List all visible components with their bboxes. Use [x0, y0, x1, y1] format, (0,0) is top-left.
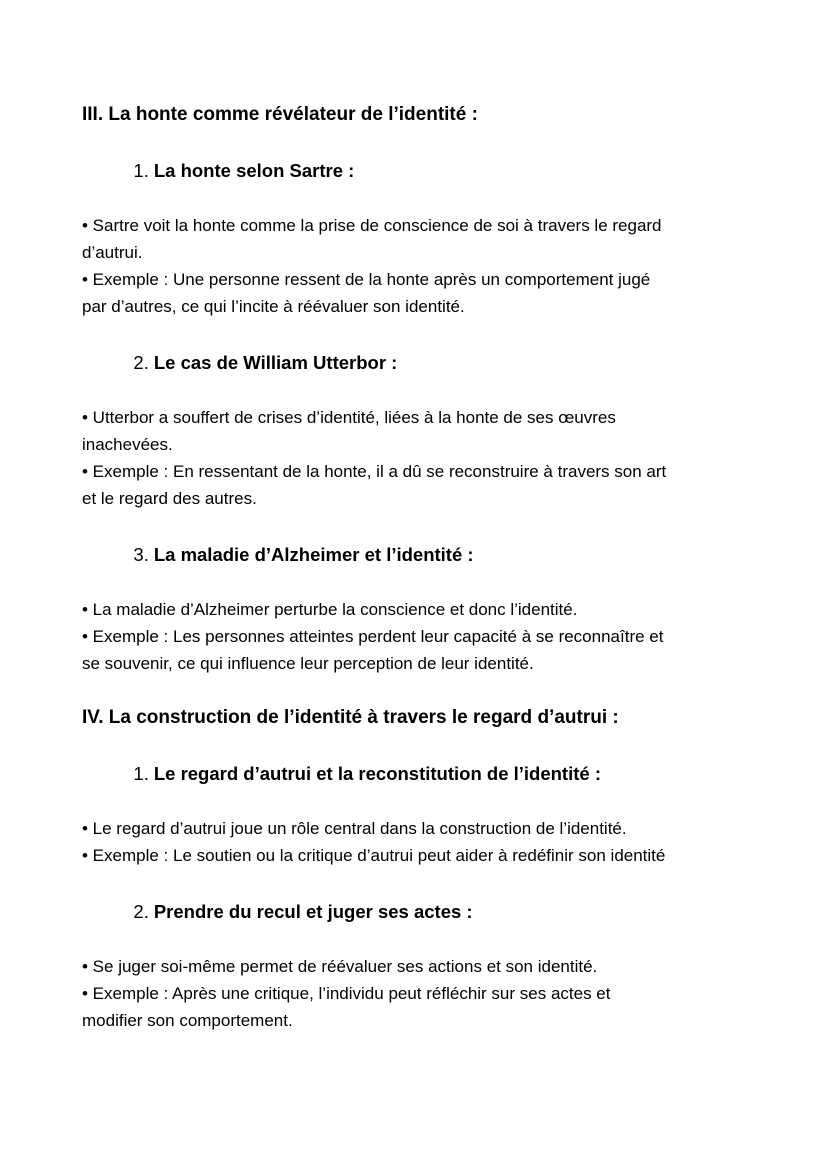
- bullet-line: • Exemple : Après une critique, l’individu peut réfléchir sur ses actes et: [82, 984, 611, 1003]
- item-title: Prendre du recul et juger ses actes :: [153, 901, 473, 922]
- item-number: 2.: [133, 901, 149, 922]
- document-content: [82, 101, 772, 1034]
- bullet-line-continuation: d’autrui.: [82, 243, 143, 262]
- bullet-paragraph: [82, 596, 772, 623]
- item-title: La honte selon Sartre :: [153, 160, 355, 181]
- item-title: Le cas de William Utterbor :: [153, 352, 398, 373]
- bullet-line: • La maladie d’Alzheimer perturbe la conscience et donc l’identité.: [82, 600, 578, 619]
- bullet-line: • Exemple : Les personnes atteintes perdent leur capacité à se reconnaître et: [82, 627, 664, 646]
- bullet-line-continuation: inachevées.: [82, 435, 173, 454]
- section-item: [82, 130, 772, 320]
- item-heading: [82, 322, 772, 403]
- section-iii: [82, 101, 772, 677]
- section-item: [82, 871, 772, 1034]
- bullet-line: • Sartre voit la honte comme la prise de conscience de soi à travers le regard: [82, 216, 662, 235]
- bullet-paragraph: [82, 815, 772, 842]
- bullet-paragraph: [82, 404, 772, 458]
- item-title: Le regard d’autrui et la reconstitution de l’identité :: [153, 763, 601, 784]
- item-heading: [82, 130, 772, 211]
- section-item: [82, 322, 772, 512]
- section-item: [82, 733, 772, 869]
- bullet-line-continuation: modifier son comportement.: [82, 1011, 293, 1030]
- item-heading: [82, 733, 772, 814]
- section-title: IV. La construction de l’identité à travers le regard d’autrui :: [82, 707, 619, 728]
- bullet-paragraph: [82, 842, 772, 869]
- bullet-line: • Exemple : En ressentant de la honte, il a dû se reconstruire à travers son art: [82, 462, 667, 481]
- bullet-paragraph: [82, 212, 772, 266]
- bullet-paragraph: [82, 980, 772, 1034]
- bullet-line: • Se juger soi-même permet de réévaluer ses actions et son identité.: [82, 957, 598, 976]
- bullet-paragraph: [82, 458, 772, 512]
- item-title: La maladie d’Alzheimer et l’identité :: [153, 544, 474, 565]
- bullet-line-continuation: par d’autres, ce qui l’incite à réévaluer son identité.: [82, 297, 465, 316]
- bullet-paragraph: [82, 953, 772, 980]
- section-item: [82, 514, 772, 677]
- item-number: 1.: [133, 160, 149, 181]
- bullet-line-continuation: et le regard des autres.: [82, 489, 257, 508]
- item-number: 3.: [133, 544, 149, 565]
- bullet-paragraph: [82, 623, 772, 677]
- bullet-line: • Exemple : Le soutien ou la critique d’autrui peut aider à redéfinir son identité: [82, 846, 666, 865]
- section-iv: [82, 704, 772, 1034]
- item-number: 2.: [133, 352, 149, 373]
- item-number: 1.: [133, 763, 149, 784]
- bullet-line-continuation: se souvenir, ce qui influence leur perception de leur identité.: [82, 654, 534, 673]
- section-title: III. La honte comme révélateur de l’identité :: [82, 104, 478, 125]
- bullet-line: • Utterbor a souffert de crises d’identité, liées à la honte de ses œuvres: [82, 408, 616, 427]
- bullet-line: • Exemple : Une personne ressent de la honte après un comportement jugé: [82, 270, 651, 289]
- bullet-line: • Le regard d’autrui joue un rôle central dans la construction de l’identité.: [82, 819, 627, 838]
- item-heading: [82, 871, 772, 952]
- bullet-paragraph: [82, 266, 772, 320]
- item-heading: [82, 514, 772, 595]
